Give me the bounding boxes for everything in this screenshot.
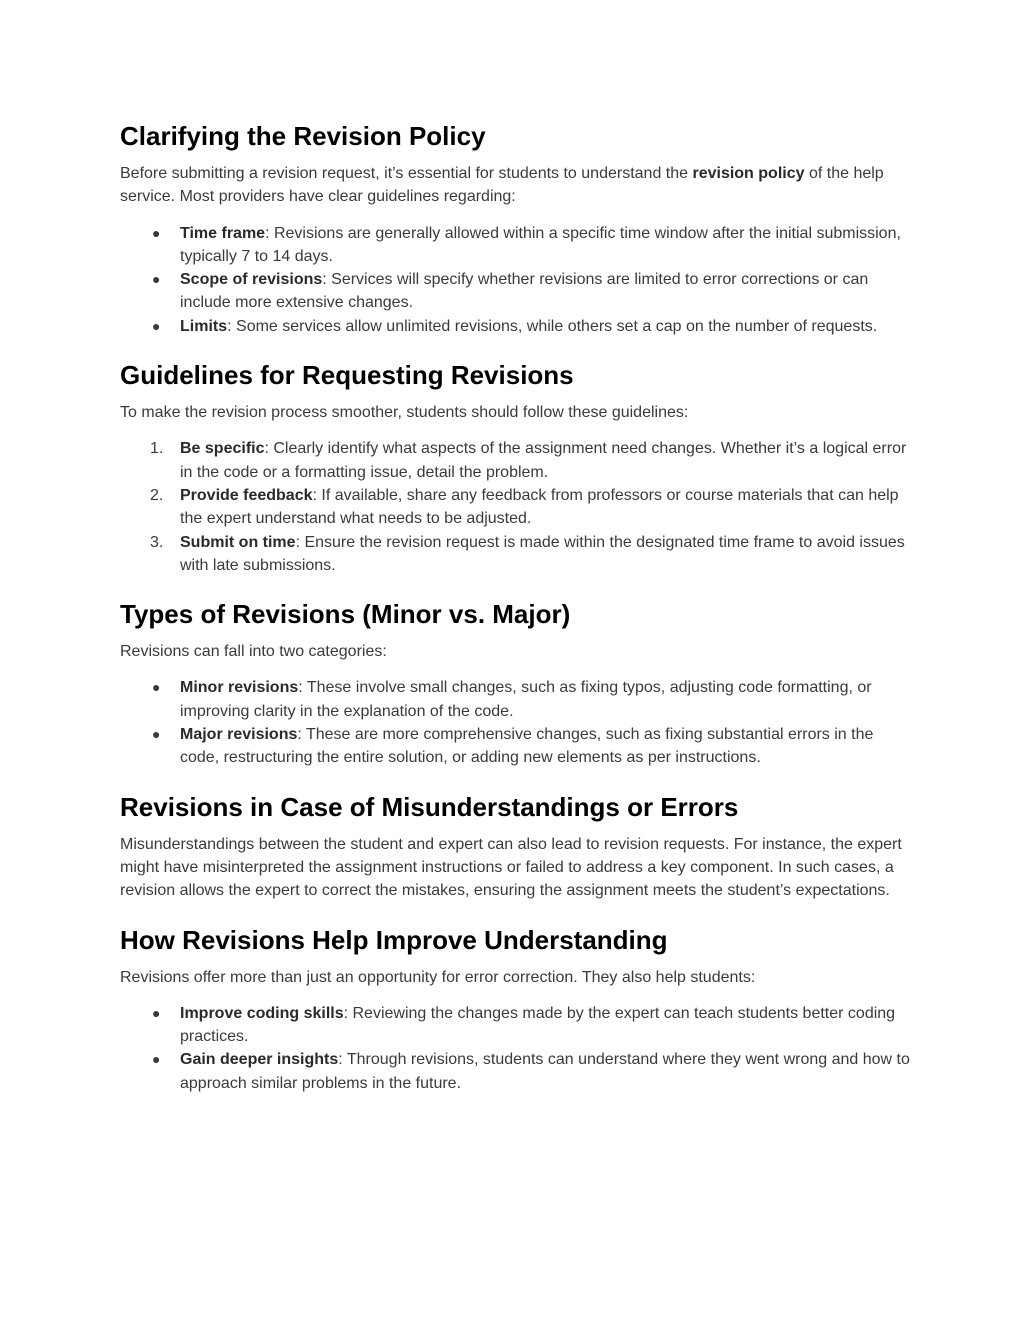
bullet-list xyxy=(120,676,910,769)
section-heading: Types of Revisions (Minor vs. Major) xyxy=(120,599,571,630)
bold-term: Major revisions xyxy=(180,726,298,744)
bullet-icon: ● xyxy=(152,271,161,288)
list-item: ● Minor revisions: These involve small changes, such as fixing typos, adjusting code formatting, or improving clarity in the explanation of the code. xyxy=(120,676,910,723)
bold-term: Gain deeper insights xyxy=(180,1051,339,1069)
section-heading: Revisions in Case of Misunderstandings or Errors xyxy=(120,791,739,822)
section-body: Misunderstandings between the student and expert can also lead to revision requests. For instance, the expert might have misinterpreted the assignment instructions or failed to address a key component. In such cases, a revision allows the expert to correct the mistakes, ensuring the assignment meets the student’s expectations. xyxy=(120,835,902,900)
bullet-icon: ● xyxy=(152,224,161,241)
list-number: 2. xyxy=(150,486,164,504)
section-requesting-guidelines xyxy=(120,358,910,577)
section-misunderstandings xyxy=(120,790,910,903)
bold-term: Submit on time xyxy=(180,533,296,551)
list-item: 3. Submit on time: Ensure the revision request is made within the designated time frame to avoid issues with late submissions. xyxy=(120,531,910,578)
bold-term: revision policy xyxy=(692,165,805,182)
bold-term: Limits xyxy=(180,317,228,335)
section-improve-understanding xyxy=(120,923,910,1095)
list-item: ● Limits: Some services allow unlimited revisions, while others set a cap on the number of requests. xyxy=(120,315,910,338)
bold-term: Scope of revisions xyxy=(180,271,323,289)
section-intro: Revisions can fall into two categories: xyxy=(120,643,387,661)
section-heading: Clarifying the Revision Policy xyxy=(120,121,486,151)
section-intro: Revisions offer more than just an opportunity for error correction. They also help students: xyxy=(120,968,756,986)
section-heading: How Revisions Help Improve Understanding xyxy=(120,924,668,955)
bold-term: Improve coding skills xyxy=(180,1004,344,1022)
document-page xyxy=(120,119,910,1095)
bullet-icon: ● xyxy=(152,679,161,696)
list-item: ● Improve coding skills: Reviewing the changes made by the expert can teach students better coding practices. xyxy=(120,1002,910,1049)
bullet-list xyxy=(120,1002,910,1095)
bullet-icon: ● xyxy=(152,1051,161,1068)
bold-term: Be specific xyxy=(180,440,265,458)
list-number: 1. xyxy=(150,440,164,458)
list-item: 2. Provide feedback: If available, share any feedback from professors or course materials that can help the expert understand what needs to be adjusted. xyxy=(120,484,910,531)
section-revision-types xyxy=(120,597,910,769)
bold-term: Time frame xyxy=(180,224,266,242)
list-number: 3. xyxy=(150,533,164,551)
list-item: ● Scope of revisions: Services will specify whether revisions are limited to error corrections or can include more extensive changes. xyxy=(120,268,910,315)
bullet-icon: ● xyxy=(152,1004,161,1021)
bullet-icon: ● xyxy=(152,726,161,743)
bold-term: Minor revisions xyxy=(180,679,299,697)
bold-term: Provide feedback xyxy=(180,486,313,504)
section-heading: Guidelines for Requesting Revisions xyxy=(120,360,574,391)
list-item: ● Major revisions: These are more comprehensive changes, such as fixing substantial errors in the code, restructuring the entire solution, or adding new elements as per instructions. xyxy=(120,723,910,770)
list-item: 1. Be specific: Clearly identify what aspects of the assignment need changes. Whether it’s a logical error in the code or a formatting issue, detail the problem. xyxy=(120,437,910,484)
bullet-list xyxy=(120,222,910,338)
section-revision-policy xyxy=(120,119,910,338)
numbered-list xyxy=(120,437,910,577)
list-item: ● Time frame: Revisions are generally allowed within a specific time window after the initial submission, typically 7 to 14 days. xyxy=(120,222,910,269)
section-intro: Before submitting a revision request, it’s essential for students to understand the revision policy of the help service. Most providers have clear guidelines regarding: xyxy=(120,165,884,206)
section-intro: To make the revision process smoother, students should follow these guidelines: xyxy=(120,404,689,422)
list-item: ● Gain deeper insights: Through revisions, students can understand where they went wrong and how to approach similar problems in the future. xyxy=(120,1048,910,1095)
bullet-icon: ● xyxy=(152,317,161,334)
